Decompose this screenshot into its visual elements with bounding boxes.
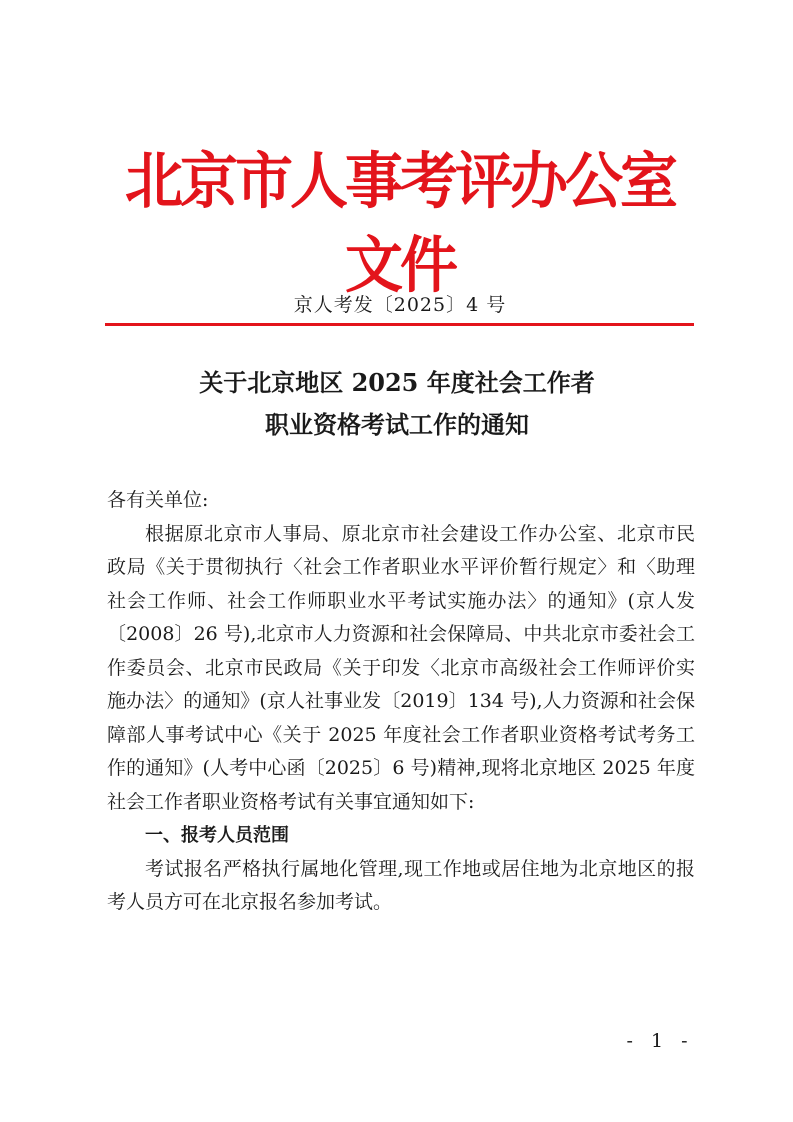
issuing-office-title: 北京市人事考评办公室文件 bbox=[124, 145, 675, 301]
body-paragraph-2: 考试报名严格执行属地化管理,现工作地或居住地为北京地区的报考人员方可在北京报名参加考试。 bbox=[107, 857, 695, 913]
document-body bbox=[107, 484, 695, 920]
notice-title bbox=[100, 362, 694, 446]
document-number: 京人考发〔2025〕4 号 bbox=[293, 294, 507, 316]
notice-title-line-1: 关于北京地区 2025 年度社会工作者 bbox=[199, 368, 595, 397]
section-heading-1: 一、报考人员范围 bbox=[145, 825, 289, 846]
notice-title-line-2: 职业资格考试工作的通知 bbox=[265, 410, 529, 439]
page-number: - 1 - bbox=[626, 1030, 694, 1052]
body-paragraph-1: 根据原北京市人事局、原北京市社会建设工作办公室、北京市民政局《关于贯彻执行〈社会工作者职业水平评价暂行规定〉和〈助理社会工作师、社会工作师职业水平考试实施办法〉的通知》(京人发〔2008〕26 号),北京市人力资源和社会保障局、中共北京市委社会工作委员会、北京市民政局《关于印发〈北京市高级社会工作师评价实施办法〉的通知》(京人社事业发〔2019〕134 号),人力资源和社会保障部人事考试中心《关于 2025 年度社会工作者职业资格考试考务工作的通知》(人考中心函〔2025〕6 号)精神,现将北京地区 2025 年度社会工作者职业资格考试有关事宜通知如下: bbox=[107, 522, 695, 813]
red-divider-line bbox=[105, 323, 694, 326]
salutation: 各有关单位: bbox=[107, 489, 209, 511]
